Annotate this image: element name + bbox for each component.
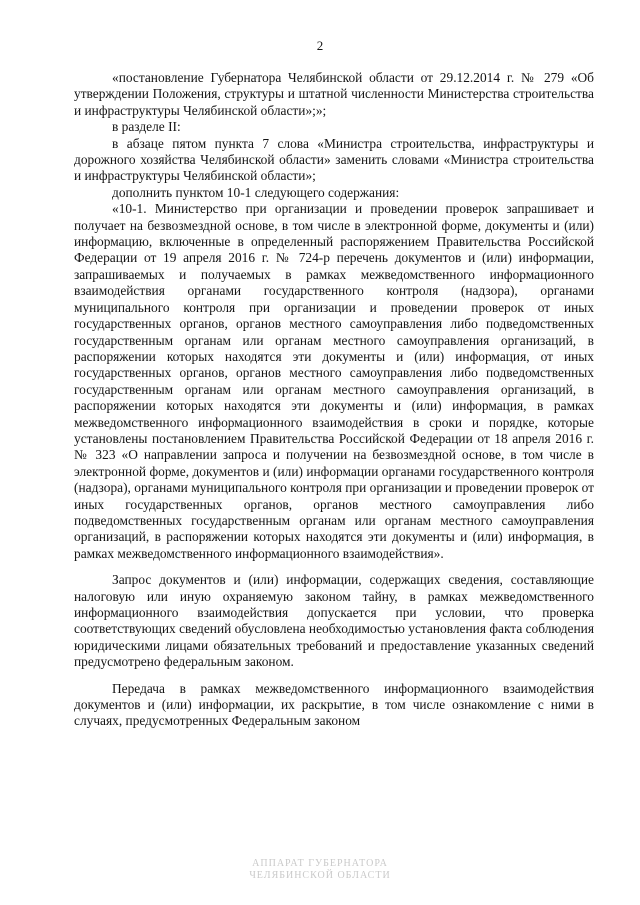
page-number: 2: [316, 38, 324, 53]
paragraph-transfer-info: Передача в рамках межведомственного информационного взаимодействия документов и (или) информации, их раскрытие, в том числе ознакомление с ними в случаях, предусмотренных Федеральным законом: [74, 680, 594, 729]
paragraph-item-7: в абзаце пятом пункта 7 слова «Министра строительства, инфраструктуры и дорожного хозяйства Челябинской области» заменить словами «Министра строительства и инфраструктуры Челябинской области»;: [74, 135, 594, 184]
document-body: [74, 70, 594, 730]
paragraph-section-ii: в разделе II:: [112, 119, 181, 135]
paragraph-request-info: Запрос документов и (или) информации, содержащих сведения, составляющие налоговую или иную охраняемую законом тайну, в рамках межведомственного информационного взаимодействия допускается при условии, что проверка соответствующих сведений обусловлена необходимостью установления факта соблюдения юридическими лицами обязательных требований и предоставление указанных сведений предусмотрено федеральным законом.: [74, 572, 594, 670]
paragraph-add-10-1: дополнить пунктом 10-1 следующего содержания:: [112, 184, 400, 200]
stamp-line-2: ЧЕЛЯБИНСКОЙ ОБЛАСТИ: [249, 870, 391, 881]
paragraph-10-1-text: «10-1. Министерство при организации и проведении проверок запрашивает и получает на безвозмездной основе, в том числе в электронной форме, документы и (или) информацию, включенные в определенный распоряжением Правительства Российской Федерации от 19 апреля 2016 г. № 724-р перечень документов и (или) информации, запрашиваемых и получаемых в рамках межведомственного информационного взаимодействия органами государственного контроля (надзора), органами муниципального контроля при организации и проведении проверок от иных государственных органов, органов местного самоуправления либо подведомственных государственным органам или органам местного самоуправления организаций, в распоряжении которых находятся эти документы и (или) информация, от иных государственных органов, органов местного самоуправления либо подведомственных государственным органам или органам местного самоуправления организаций, в распоряжении которых находятся эти документы и (или) информация, в рамках межведомственного информационного взаимодействия в сроки и порядке, которые установлены постановлением Правительства Российской Федерации от 18 апреля 2016 г. № 323 «О направлении запроса и получении на безвозмездной основе, в том числе в электронной форме, документов и (или) информации органами государственного контроля (надзора), органами муниципального контроля при организации и проведении проверок от иных государственных органов, органов местного самоуправления либо подведомственных государственным органам или органам местного самоуправления организаций, в распоряжении которых находятся эти документы и (или) информация, в рамках межведомственного информационного взаимодействия».: [74, 201, 594, 561]
paragraph-resolution-title: «постановление Губернатора Челябинской области от 29.12.2014 г. № 279 «Об утверждении Положения, структуры и штатной численности Министерства строительства и инфраструктуры Челябинской области»;»;: [74, 70, 594, 118]
stamp-line-1: АППАРАТ ГУБЕРНАТОРА: [252, 858, 388, 869]
faded-stamp: [0, 858, 640, 882]
